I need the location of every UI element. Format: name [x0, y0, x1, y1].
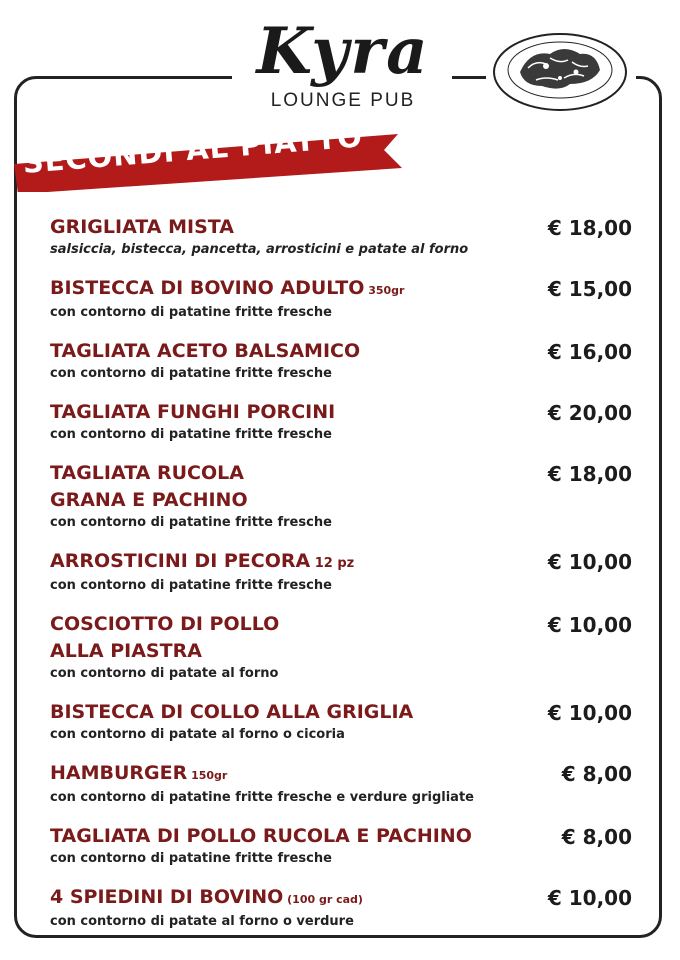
- item-price: € 18,00: [547, 462, 632, 486]
- item-description: con contorno di patatine fritte fresche: [50, 427, 332, 442]
- item-note: (100 gr cad): [283, 893, 363, 906]
- item-description: salsiccia, bistecca, pancetta, arrosticini e patate al forno: [50, 242, 469, 257]
- item-price: € 15,00: [547, 277, 632, 301]
- item-name-line: COSCIOTTO DI POLLO: [50, 613, 280, 635]
- item-price: € 10,00: [547, 701, 632, 725]
- item-description: con contorno di patate al forno o verdure: [50, 914, 354, 929]
- item-name-line: TAGLIATA DI POLLO RUCOLA E PACHINO: [50, 825, 472, 847]
- section-title: SECONDI AL PIATTO: [21, 119, 364, 180]
- menu-item: [50, 275, 636, 322]
- plate-icon: [490, 28, 630, 114]
- menu-item: [50, 338, 636, 383]
- item-name: [50, 823, 510, 850]
- menu-item: [50, 548, 636, 595]
- item-name-line: TAGLIATA RUCOLA: [50, 462, 244, 484]
- item-name: [50, 338, 510, 365]
- item-description: con contorno di patatine fritte fresche: [50, 515, 332, 530]
- item-price: € 10,00: [547, 613, 632, 637]
- menu-item: [50, 823, 636, 868]
- item-description: con contorno di patatine fritte fresche e verdure grigliate: [50, 790, 474, 805]
- item-name: [50, 699, 510, 726]
- item-note: 12 pz: [310, 556, 355, 571]
- item-price: € 8,00: [561, 825, 632, 849]
- item-name-line: ARROSTICINI DI PECORA 12 pz: [50, 550, 355, 572]
- menu-item: [50, 611, 636, 683]
- item-price: € 10,00: [547, 550, 632, 574]
- menu-item: [50, 884, 636, 931]
- item-name: [50, 460, 510, 514]
- item-name: [50, 214, 510, 241]
- item-name: [50, 611, 510, 665]
- item-note: 350gr: [364, 284, 405, 297]
- menu-item: [50, 760, 636, 807]
- item-name: [50, 399, 510, 426]
- item-note: 150gr: [187, 769, 228, 782]
- item-price: € 20,00: [547, 401, 632, 425]
- item-description: con contorno di patatine fritte fresche: [50, 366, 332, 381]
- item-name-line: HAMBURGER 150gr: [50, 762, 228, 784]
- item-description: con contorno di patatine fritte fresche: [50, 578, 332, 593]
- item-description: con contorno di patate al forno: [50, 666, 279, 681]
- logo-tagline: LOUNGE PUB: [270, 90, 416, 111]
- menu-item: [50, 399, 636, 444]
- item-name-line: TAGLIATA FUNGHI PORCINI: [50, 401, 336, 423]
- item-name-line: GRIGLIATA MISTA: [50, 216, 234, 238]
- item-name-line: ALLA PIASTRA: [50, 640, 202, 662]
- item-description: con contorno di patatine fritte fresche: [50, 305, 332, 320]
- item-price: € 8,00: [561, 762, 632, 786]
- item-price: € 16,00: [547, 340, 632, 364]
- menu-items: [50, 214, 636, 947]
- item-name-line: BISTECCA DI COLLO ALLA GRIGLIA: [50, 701, 414, 723]
- item-name-line: TAGLIATA ACETO BALSAMICO: [50, 340, 361, 362]
- menu-item: [50, 460, 636, 532]
- logo: [238, 16, 448, 126]
- item-name: [50, 884, 510, 913]
- menu-item: [50, 214, 636, 259]
- item-name: [50, 548, 510, 577]
- item-name-line: GRANA E PACHINO: [50, 489, 248, 511]
- menu-item: [50, 699, 636, 744]
- item-price: € 18,00: [547, 216, 632, 240]
- item-description: con contorno di patate al forno o cicoria: [50, 727, 345, 742]
- item-name-line: BISTECCA DI BOVINO ADULTO 350gr: [50, 277, 405, 299]
- item-price: € 10,00: [547, 886, 632, 910]
- item-name: [50, 275, 510, 304]
- item-description: con contorno di patatine fritte fresche: [50, 851, 332, 866]
- item-name: [50, 760, 510, 789]
- item-name-line: 4 SPIEDINI DI BOVINO (100 gr cad): [50, 886, 363, 908]
- logo-name: Kyra: [256, 14, 430, 89]
